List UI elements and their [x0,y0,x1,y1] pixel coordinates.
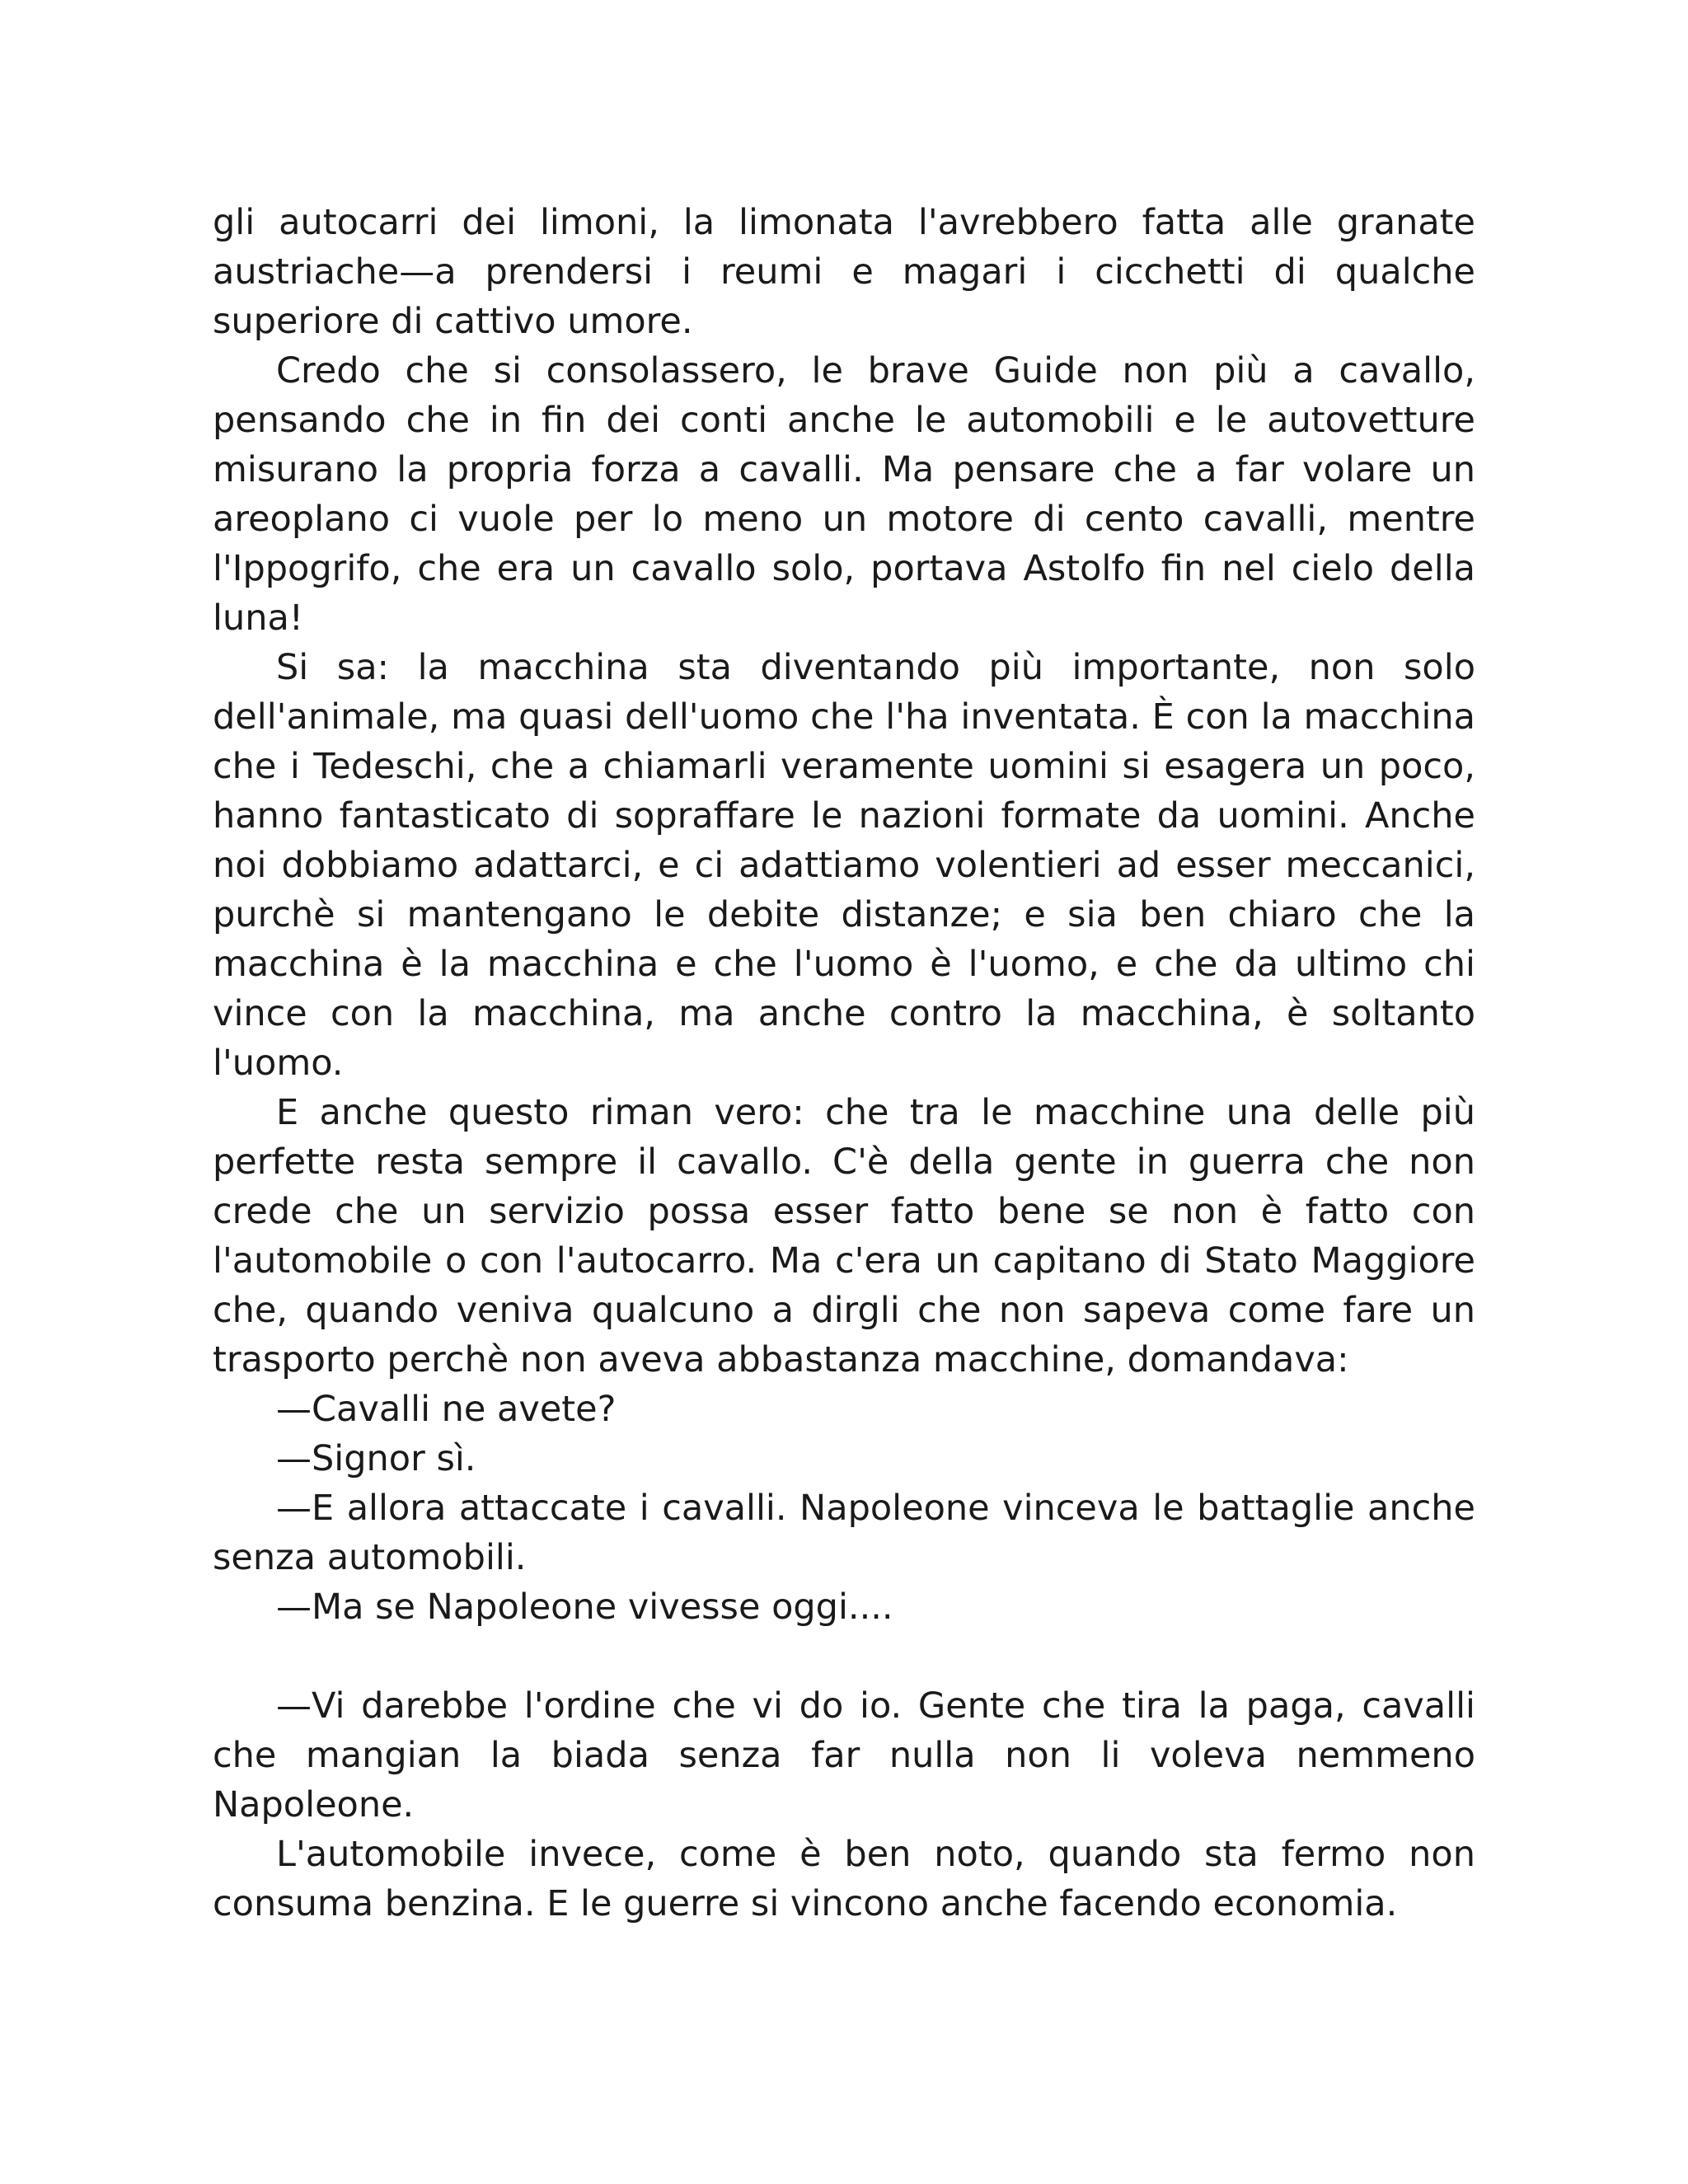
paragraph-continuation: gli autocarri dei limoni, la limonata l'avrebbero fatta alle granate austriache—a prendersi i reumi e magari i cicchetti di qualche superiore di cattivo umore. [213,202,1475,342]
paragraph-cavallo: E anche questo riman vero: che tra le macchine una delle più perfette resta sempre il cavallo. C'è della gente in guerra che non crede che un servizio possa esser fatto bene se non è fatto con l'automobile o con l'autocarro. Ma c'era un capitano di Stato Maggiore che, quando veniva qualcuno a dirgli che non sapeva come fare un trasporto perchè non aveva abbastanza macchine, domandava: [213,1092,1475,1380]
paragraph-closing: L'automobile invece, come è ben noto, quando sta fermo non consuma benzina. E le guerre si vincono anche facendo economia. [213,1834,1475,1924]
dialogue-line: —Vi darebbe l'ordine che vi do io. Gente che tira la paga, cavalli che mangian la biada senza far nulla non li voleva nemmeno Napoleone. [213,1685,1475,1825]
dialogue-line: —Signor sì. [276,1438,476,1479]
paragraph-macchina: Si sa: la macchina sta diventando più importante, non solo dell'animale, ma quasi dell'uomo che l'ha inventata. È con la macchina che i Tedeschi, che a chiamarli veramente uomini si esagera un poco, hanno fantasticato di sopraffare le nazioni formate da uomini. Anche noi dobbiamo adattarci, e ci adattiamo volentieri ad esser meccanici, purchè si mantengano le debite distanze; e sia ben chiaro che la macchina è la macchina e che l'uomo è l'uomo, e che da ultimo chi vince con la macchina, ma anche contro la macchina, è soltanto l'uomo. [213,647,1475,1084]
book-page [213,198,1475,1929]
dialogue-line: —Ma se Napoleone vivesse oggi.... [276,1586,893,1628]
dialogue-line: —Cavalli ne avete? [276,1389,617,1430]
dialogue-line: —E allora attaccate i cavalli. Napoleone vinceva le battaglie anche senza automobili. [213,1488,1475,1578]
paragraph-guide: Credo che si consolassero, le brave Guide non più a cavallo, pensando che in fin dei conti anche le automobili e le autovetture misurano la propria forza a cavalli. Ma pensare che a far volare un areoplano ci vuole per lo meno un motore di cento cavalli, mentre l'Ippogrifo, che era un cavallo solo, portava Astolfo fin nel cielo della luna! [213,350,1475,639]
